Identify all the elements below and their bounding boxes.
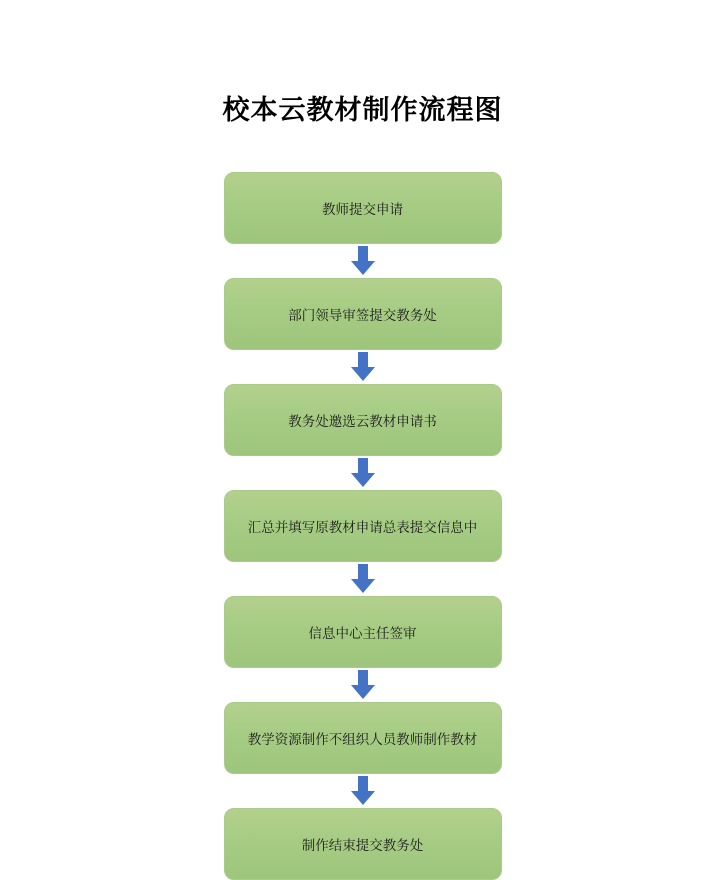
- flow-node[interactable]: 部门领导审签提交教务处: [224, 278, 502, 350]
- flow-node[interactable]: 汇总并填写原教材申请总表提交信息中: [224, 490, 502, 562]
- arrow-down-icon: [350, 246, 376, 276]
- flow-node[interactable]: 信息中心主任签审: [224, 596, 502, 668]
- flowchart-container: [0, 172, 725, 880]
- arrow-down-icon: [350, 564, 376, 594]
- arrow-down-icon: [350, 774, 376, 808]
- arrow-down-icon: [350, 670, 376, 700]
- arrow-down-icon: [350, 668, 376, 702]
- flow-node[interactable]: 教务处邀选云教材申请书: [224, 384, 502, 456]
- arrow-down-icon: [350, 244, 376, 278]
- page-title: 校本云教材制作流程图: [222, 95, 503, 125]
- arrow-down-icon: [350, 350, 376, 384]
- arrow-down-icon: [350, 456, 376, 490]
- flow-node[interactable]: 制作结束提交教务处: [224, 808, 502, 880]
- arrow-down-icon: [350, 458, 376, 488]
- arrow-down-icon: [350, 562, 376, 596]
- flow-node[interactable]: 教学资源制作不组织人员教师制作教材: [224, 702, 502, 774]
- flow-node[interactable]: 教师提交申请: [224, 172, 502, 244]
- arrow-down-icon: [350, 776, 376, 806]
- arrow-down-icon: [350, 352, 376, 382]
